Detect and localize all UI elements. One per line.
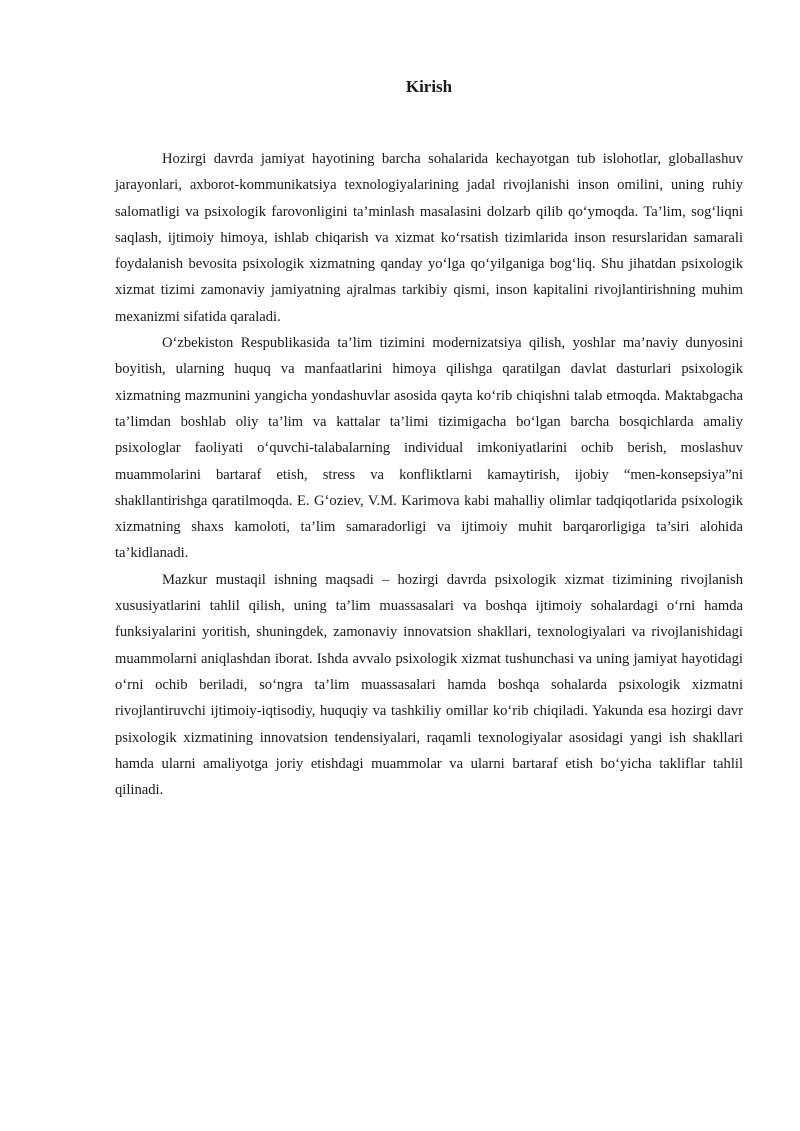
paragraph-purpose: Mazkur mustaqil ishning maqsadi – hozirgi davrda psixologik xizmat tizimining rivojlanish xususiyatlarini tahlil qilish, uning ta’lim muassasalari va boshqa ijtimoiy sohalardagi o‘rni hamda funksiyalarini yoritish, shuningdek, zamonaviy innovatsion shakllari, texnologiyalari va rivojlanishidagi muammolarni aniqlashdan iborat. Ishda avvalo psixologik xizmat tushunchasi va uning jamiyat hayotidagi o‘rni ochib beriladi, so‘ngra ta’lim muassasalari hamda boshqa sohalarda psixologik xizmatni rivojlantiruvchi ijtimoiy-iqtisodiy, huquqiy va tashkiliy omillar ko‘rib chiqiladi. Yakunda esa hozirgi davr psixologik xizmatining innovatsion tendensiyalari, raqamli texnologiyalar asosidagi yangi ish shakllari hamda ularni amaliyotga joriy etishdagi muammolar va ularni bartaraf etish bo‘yicha takliflar tahlil qilinadi. [115, 571, 743, 799]
page-title: Kirish [405, 77, 453, 96]
paragraph-uzbekistan: O‘zbekiston Respublikasida ta’lim tizimini modernizatsiya qilish, yoshlar ma’naviy dunyosini boyitish, ularning huquq va manfaatlarini himoya qilishga qaratilgan davlat dasturlari psixologik xizmatning mazmunini yangicha yondashuvlar asosida qayta ko‘rib chiqishni talab etmoqda. Maktabgacha ta’limdan boshlab oliy ta’lim va kattalar ta’limi tizimigacha bo‘lgan barcha bosqichlarda amaliy psixologlar faoliyati o‘quvchi-talabalarning individual imkoniyatlarini ochib berish, moslashuv muammolarini bartaraf etish, stress va konfliktlarni kamaytirish, ijobiy “men-konsepsiya”ni shakllantirishga qaratilmoqda. E. G‘oziev, V.M. Karimova kabi mahalliy olimlar tadqiqotlarida psixologik xizmatning shaxs kamoloti, ta’lim samaradorligi va ijtimoiy muhit barqarorligiga ta’siri alohida ta’kidlanadi. [115, 335, 743, 562]
paragraph-intro: Hozirgi davrda jamiyat hayotining barcha sohalarida kechayotgan tub islohotlar, globallashuv jarayonlari, axborot-kommunikatsiya texnologiyalarining jadal rivojlanishi inson omilini, uning ruhiy salomatligi va psixologik farovonligini ta’minlash masalasini dolzarb qilib qo‘ymoqda. Ta’lim, sog‘liqni saqlash, ijtimoiy himoya, ishlab chiqarish va xizmat ko‘rsatish tizimlarida inson resurslaridan samarali foydalanish bevosita psixologik xizmatning qanday yo‘lga qo‘yilganiga bog‘liq. Shu jihatdan psixologik xizmat tizimi zamonaviy jamiyatning ajralmas tarkibiy qismi, inson kapitalini rivojlantirishning muhim mexanizmi sifatida qaraladi. [115, 151, 743, 325]
